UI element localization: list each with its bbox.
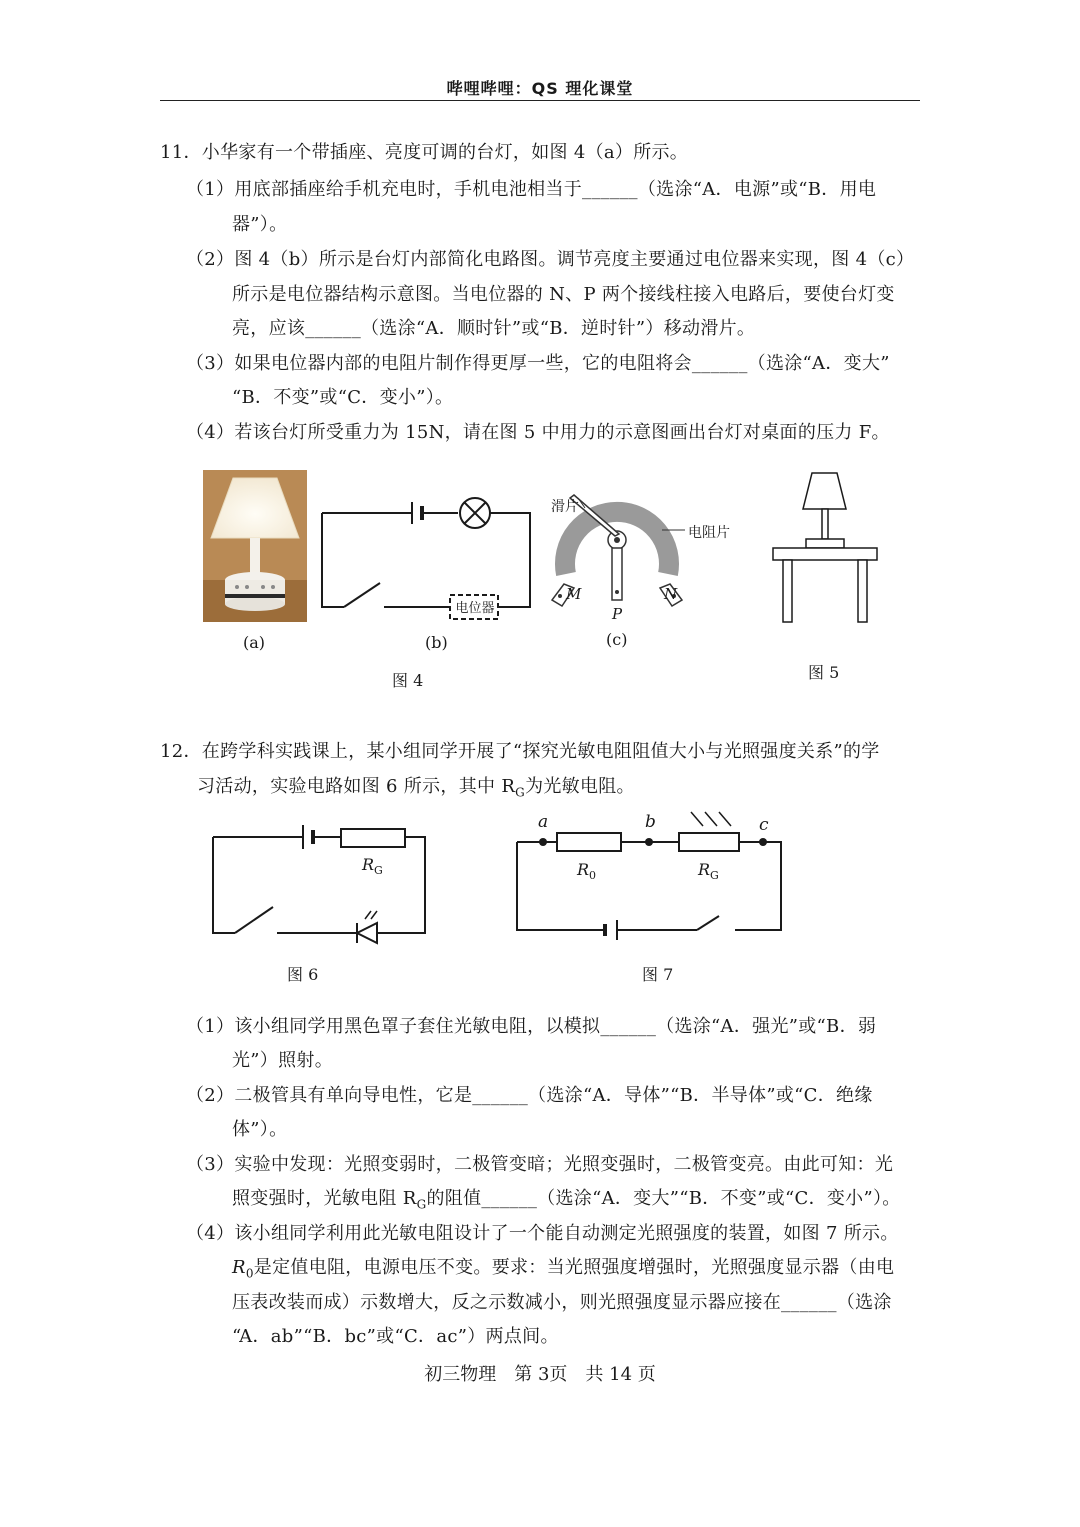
fig7-point-c: c (759, 815, 769, 835)
switch-blade (344, 583, 380, 607)
fig4-label-c: (c) (606, 630, 628, 649)
q12-part2-line2: 体”）。 (232, 1119, 288, 1140)
table-leg-right (858, 560, 867, 622)
node-a (539, 838, 547, 846)
fig4-label-a: (a) (243, 633, 266, 652)
fig5-table-lamp (765, 465, 885, 630)
fig4-label-b: (b) (425, 633, 448, 652)
wire-right (735, 842, 781, 930)
q12-part1-line1: （1）该小组同学用黑色罩子套住光敏电阻，以模拟______（选涂“A．强光”或“B．弱 (186, 1016, 877, 1037)
light-arrows (691, 812, 731, 826)
fig6-rg-label: $R_G$ (362, 855, 383, 878)
q11-part3-line1: （3）如果电位器内部的电阻片制作得更厚一些，它的电阻将会______（选涂“A．变大” (186, 353, 890, 374)
q11-part2-line3: 亮，应该______（选涂“A．顺时针”或“B．逆时针”）移动滑片。 (232, 318, 756, 339)
terminal-m-label: M (566, 585, 582, 603)
lamp-stem (822, 509, 828, 539)
pivot-center (614, 537, 620, 543)
q12-part4-line3: 压表改装而成）示数增大，反之示数减小，则光照强度显示器应接在______（选涂 (232, 1292, 892, 1313)
wire-left (517, 842, 605, 930)
table-leg-left (783, 560, 792, 622)
q11-part1-line1: （1）用底部插座给手机充电时，手机电池相当于______（选涂“A．电源”或“B．用电 (186, 179, 877, 200)
page-header: 哔哩哔哩：QS 理化课堂 (446, 79, 634, 98)
resistor-label: 电阻片 (688, 525, 730, 541)
q12-part3-line2: 照变强时，光敏电阻 $R_G$的阻值______（选涂“A．变大”“B．不变”或“C．变小”）。 (232, 1188, 901, 1212)
switch-blade (235, 907, 273, 933)
q12-stem-line2: 习活动，实验电路如图 6 所示，其中 $R_G$为光敏电阻。 (197, 776, 635, 800)
fig7-caption: 图 7 (642, 965, 674, 984)
fig7-point-a: a (538, 812, 549, 832)
fig6-caption: 图 6 (287, 965, 319, 984)
q11-part2-line2: 所示是电位器结构示意图。当电位器的 N、P 两个接线柱接入电路后，要使台灯变 (232, 284, 895, 305)
q12-part2-line1: （2）二极管具有单向导电性，它是______（选涂“A．导体”“B．半导体”或“C．绝缘 (186, 1085, 873, 1106)
lamp-illustration (203, 470, 307, 622)
header-rule (160, 100, 920, 101)
fig6-circuit (205, 815, 435, 945)
terminal-n-label: N (664, 585, 678, 603)
fig7-rg-label: $R_G$ (698, 860, 719, 883)
fig7-point-b: b (645, 812, 656, 832)
rg-resistor (679, 833, 739, 851)
lamp-shade (803, 473, 846, 509)
terminal-p-label: P (612, 605, 623, 623)
q12-part4-line2: $R_0$是定值电阻，电源电压不变。要求：当光照强度增强时，光照强度显示器（由电 (232, 1257, 895, 1281)
slider-label: 滑片 (551, 499, 579, 515)
q12-stem-line1: 12．在跨学科实践课上，某小组同学开展了“探究光敏电阻阻值大小与光照强度关系”的学 (160, 741, 880, 762)
q11-part3-line2: “B．不变”或“C．变小”）。 (232, 387, 454, 408)
lamp-photo (203, 470, 307, 622)
q12-part1-line2: 光”）照射。 (232, 1050, 334, 1071)
rg-resistor (341, 829, 405, 847)
q11-part2-line1: （2）图 4（b）所示是台灯内部简化电路图。调节亮度主要通过电位器来实现，图 4（c） (186, 249, 915, 270)
wire-right (377, 837, 425, 933)
node-b (645, 838, 653, 846)
lamp-base (806, 539, 844, 548)
wire-left (213, 837, 235, 933)
fig4-caption: 图 4 (392, 671, 424, 690)
page-footer: 初三物理 第 3页 共 14 页 (424, 1364, 656, 1385)
potentiometer-label: 电位器 (455, 601, 495, 616)
diode-light-arrows (365, 911, 377, 919)
q12-part4-line4: “A．ab”“B．bc”或“C．ac”）两点间。 (232, 1326, 559, 1347)
fig7-r0-label: $R_0$ (577, 860, 597, 883)
fig5-caption: 图 5 (808, 663, 840, 682)
fig4b-circuit (310, 480, 540, 630)
q12-part4-line1: （4）该小组同学利用此光敏电阻设计了一个能自动测定光照强度的装置，如图 7 所示。 (186, 1223, 899, 1244)
r0-resistor (557, 833, 621, 851)
diode-triangle (357, 923, 377, 943)
table-top (773, 548, 877, 560)
lamp-cross (464, 502, 486, 524)
q11-stem: 11．小华家有一个带插座、亮度可调的台灯，如图 4（a）所示。 (160, 142, 689, 163)
q11-part1-line2: 器”）。 (232, 214, 288, 235)
switch-blade (697, 916, 719, 930)
q11-part4-line1: （4）若该台灯所受重力为 15N，请在图 5 中用力的示意图画出台灯对桌面的压力 F。 (186, 422, 890, 443)
node-c (759, 838, 767, 846)
q12-part3-line1: （3）实验中发现：光照变弱时，二极管变暗；光照变强时，二极管变亮。由此可知：光 (186, 1154, 894, 1175)
wire-left (322, 513, 344, 607)
wire-right (490, 513, 530, 607)
